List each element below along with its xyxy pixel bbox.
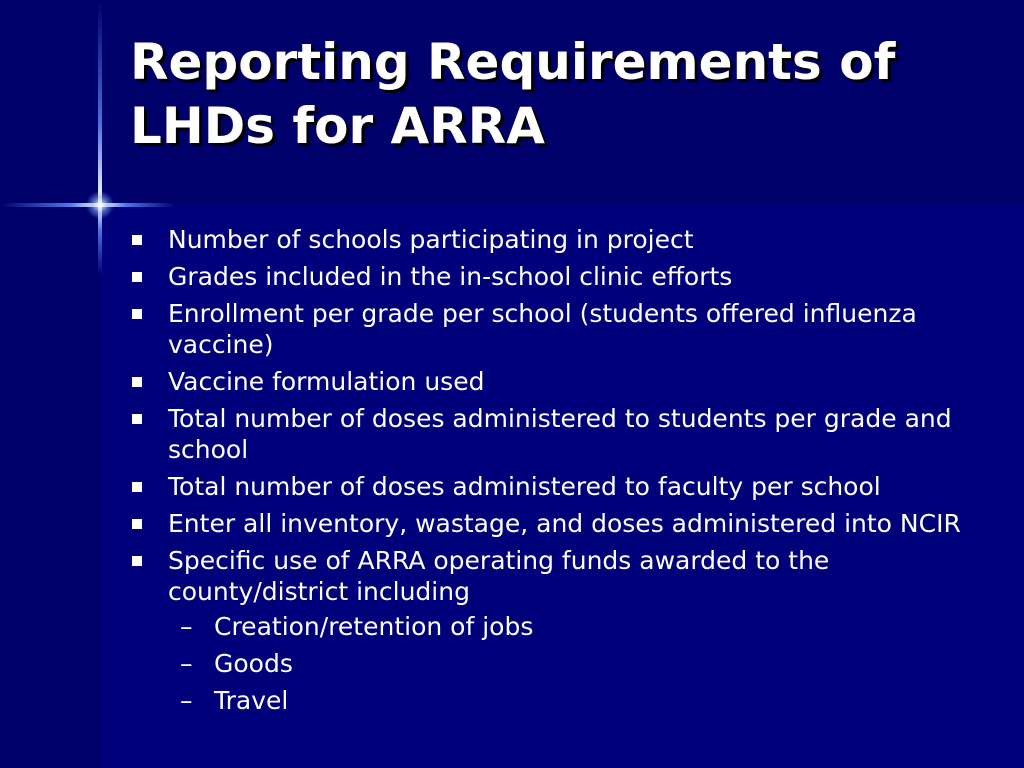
bullet-text: Total number of doses administered to faculty per school <box>168 472 881 501</box>
star-flare-icon <box>86 191 114 219</box>
square-bullet-icon <box>132 519 142 529</box>
square-bullet-icon <box>132 482 142 492</box>
bullet-text: Number of schools participating in project <box>168 225 694 254</box>
bullet-text: Specific use of ARRA operating funds awarded to the county/district including <box>168 546 830 606</box>
square-bullet-icon <box>132 414 142 424</box>
dash-bullet-icon: – <box>180 612 193 641</box>
slide-content <box>132 224 994 722</box>
square-bullet-icon <box>132 556 142 566</box>
bullet-text: Total number of doses administered to students per grade and school <box>168 404 952 464</box>
bullet-list <box>132 224 994 716</box>
bullet-item <box>132 366 994 397</box>
bullet-item <box>132 508 994 539</box>
sub-bullet-item <box>168 685 994 716</box>
bullet-text: Grades included in the in-school clinic efforts <box>168 262 733 291</box>
left-strip <box>0 0 100 768</box>
bullet-text: Enrollment per grade per school (students offered influenza vaccine) <box>168 299 917 359</box>
square-bullet-icon <box>132 272 142 282</box>
dash-bullet-icon: – <box>180 649 193 678</box>
sub-bullet-item <box>168 648 994 679</box>
bullet-item <box>132 298 994 360</box>
square-bullet-icon <box>132 309 142 319</box>
bullet-text: Vaccine formulation used <box>168 367 485 396</box>
bullet-item <box>132 403 994 465</box>
square-bullet-icon <box>132 377 142 387</box>
square-bullet-icon <box>132 235 142 245</box>
sub-bullet-list <box>168 611 994 716</box>
bullet-item <box>132 261 994 292</box>
dash-bullet-icon: – <box>180 686 193 715</box>
bullet-item <box>132 224 994 255</box>
bullet-item <box>132 471 994 502</box>
star-flare-vertical <box>98 0 102 275</box>
sub-bullet-text: Creation/retention of jobs <box>214 612 534 641</box>
bullet-item <box>132 545 994 716</box>
slide-title: Reporting Requirements of LHDs for ARRA <box>130 33 896 155</box>
sub-bullet-text: Goods <box>214 649 293 678</box>
sub-bullet-item <box>168 611 994 642</box>
sub-bullet-text: Travel <box>214 686 289 715</box>
bullet-text: Enter all inventory, wastage, and doses administered into NCIR <box>168 509 961 538</box>
